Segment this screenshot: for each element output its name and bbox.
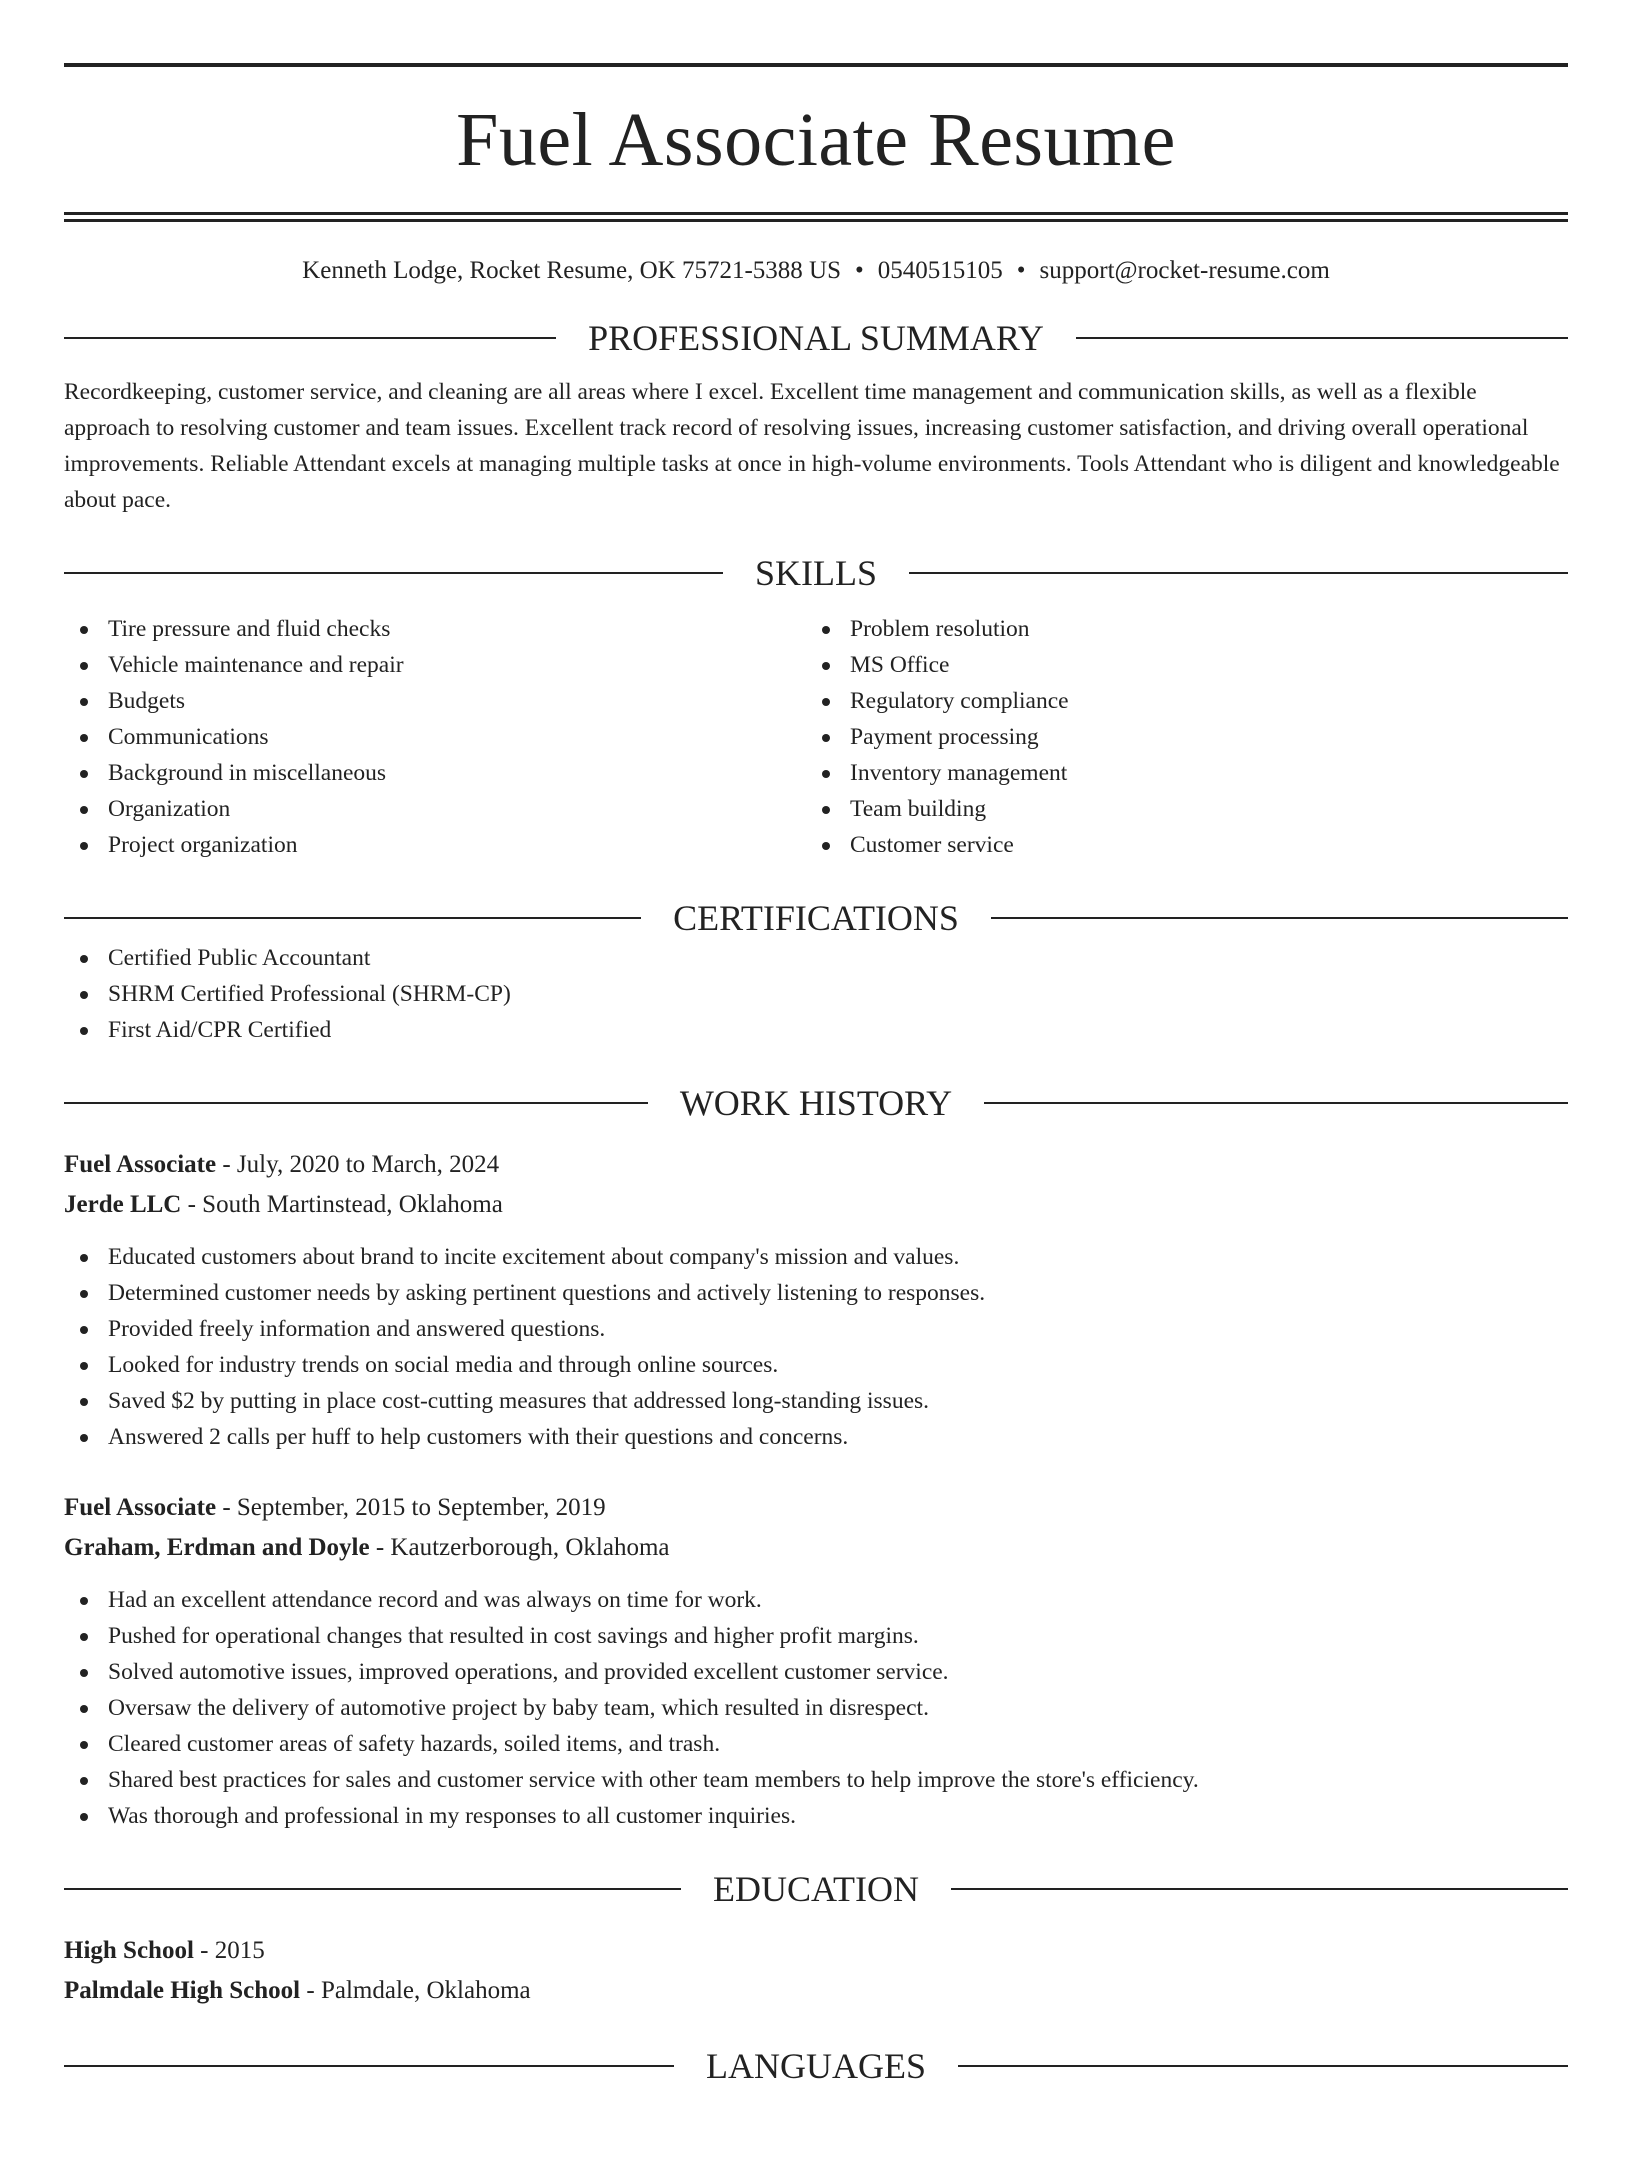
skill-item: Regulatory compliance xyxy=(806,683,1548,719)
skill-item: Project organization xyxy=(64,827,806,863)
job-duty: Looked for industry trends on social media and through online sources. xyxy=(64,1347,1568,1383)
skills-list-left xyxy=(64,611,806,863)
divider xyxy=(64,337,556,339)
skill-item: Problem resolution xyxy=(806,611,1548,647)
job-duty: Determined customer needs by asking pertinent questions and actively listening to responses. xyxy=(64,1275,1568,1311)
contact-separator: • xyxy=(854,257,864,284)
job-duties xyxy=(64,1239,1568,1455)
summary-text: Recordkeeping, customer service, and cleaning are all areas where I excel. Excellent time management and communication skills, as well as a flexible approach to resolving customer and team issues. Excellent track record of resolving issues, increasing customer satisfaction, and driving overall operational improvements. Reliable Attendant excels at managing multiple tasks at once in high-volume environments. Tools Attendant who is diligent and knowledgeable about pace. xyxy=(64,379,1560,513)
skill-item: Vehicle maintenance and repair xyxy=(64,647,806,683)
section-title: WORK HISTORY xyxy=(679,1083,953,1123)
job-company: Graham, Erdman and Doyle xyxy=(64,1534,370,1561)
divider xyxy=(909,572,1568,574)
job-duty: Pushed for operational changes that resulted in cost savings and higher profit margins. xyxy=(64,1618,1568,1654)
education-heading xyxy=(64,1867,1568,1911)
skill-item: Inventory management xyxy=(806,755,1548,791)
job-title: Fuel Associate xyxy=(64,1151,217,1178)
education-degree: High School xyxy=(64,1937,194,1964)
job-duty: Saved $2 by putting in place cost-cutting measures that addressed long-standing issues. xyxy=(64,1383,1568,1419)
resume-page xyxy=(0,63,1632,2175)
skills-column-left xyxy=(64,611,806,863)
job-title: Fuel Associate xyxy=(64,1494,217,1521)
education-location: - Palmdale, Oklahoma xyxy=(300,1977,531,2004)
job-location: - South Martinstead, Oklahoma xyxy=(181,1191,503,1218)
skills-list-right xyxy=(806,611,1548,863)
skill-item: Payment processing xyxy=(806,719,1548,755)
skill-item: Tire pressure and fluid checks xyxy=(64,611,806,647)
languages-heading xyxy=(64,2044,1568,2088)
job-dates: - September, 2015 to September, 2019 xyxy=(216,1494,606,1521)
job-duty: Answered 2 calls per huff to help customers with their questions and concerns. xyxy=(64,1419,1568,1455)
divider xyxy=(984,1102,1568,1104)
certifications-heading xyxy=(64,896,1568,940)
certification-item: Certified Public Accountant xyxy=(64,940,1568,976)
skill-item: Team building xyxy=(806,791,1548,827)
contact-email: support@rocket-resume.com xyxy=(1039,257,1330,284)
job-company: Jerde LLC xyxy=(64,1191,182,1218)
divider xyxy=(64,1888,681,1890)
job-company-line xyxy=(64,1528,1568,1568)
job-duty: Solved automotive issues, improved operations, and provided excellent customer service. xyxy=(64,1654,1568,1690)
job-duty: Shared best practices for sales and customer service with other team members to help improve the store's efficiency. xyxy=(64,1762,1568,1798)
job-dates: - July, 2020 to March, 2024 xyxy=(216,1151,500,1178)
contact-line xyxy=(64,258,1568,283)
job-location: - Kautzerborough, Oklahoma xyxy=(369,1534,670,1561)
skills-column-right xyxy=(806,611,1548,863)
job-entry xyxy=(64,1145,1568,1455)
work-history-heading xyxy=(64,1081,1568,1125)
education-entry xyxy=(64,1931,1568,2011)
job-duty: Oversaw the delivery of automotive project by baby team, which resulted in disrespect. xyxy=(64,1690,1568,1726)
skill-item: Background in miscellaneous xyxy=(64,755,806,791)
section-title: PROFESSIONAL SUMMARY xyxy=(588,318,1044,358)
job-duty: Cleared customer areas of safety hazards, soiled items, and trash. xyxy=(64,1726,1568,1762)
skill-item: Communications xyxy=(64,719,806,755)
education-year: - 2015 xyxy=(193,1937,265,1964)
job-company-line xyxy=(64,1185,1568,1225)
divider xyxy=(958,2065,1568,2067)
education-school-line xyxy=(64,1971,1568,2011)
title-double-rule xyxy=(64,212,1568,222)
job-duty: Had an excellent attendance record and was always on time for work. xyxy=(64,1582,1568,1618)
skill-item: Budgets xyxy=(64,683,806,719)
certification-item: SHRM Certified Professional (SHRM-CP) xyxy=(64,976,1568,1012)
certifications-list xyxy=(64,940,1568,1048)
job-duty: Provided freely information and answered questions. xyxy=(64,1311,1568,1347)
divider xyxy=(64,917,641,919)
education-degree-line xyxy=(64,1931,1568,1971)
education-school: Palmdale High School xyxy=(64,1977,301,2004)
summary-heading xyxy=(64,316,1568,360)
contact-phone: 0540515105 xyxy=(877,257,1003,284)
skill-item: MS Office xyxy=(806,647,1548,683)
job-duty: Educated customers about brand to incite excitement about company's mission and values. xyxy=(64,1239,1568,1275)
section-title: SKILLS xyxy=(755,553,878,593)
divider xyxy=(1076,337,1568,339)
divider xyxy=(951,1888,1568,1890)
resume-title: Fuel Associate Resume xyxy=(456,98,1176,182)
job-duties xyxy=(64,1582,1568,1834)
job-title-line xyxy=(64,1145,1568,1185)
job-title-line xyxy=(64,1488,1568,1528)
divider xyxy=(64,572,723,574)
job-duty: Was thorough and professional in my responses to all customer inquiries. xyxy=(64,1798,1568,1834)
skill-item: Organization xyxy=(64,791,806,827)
divider xyxy=(64,1102,648,1104)
skills-list xyxy=(64,611,1568,863)
section-title: LANGUAGES xyxy=(706,2046,926,2086)
certification-item: First Aid/CPR Certified xyxy=(64,1012,1568,1048)
contact-separator: • xyxy=(1016,257,1026,284)
section-title: CERTIFICATIONS xyxy=(673,898,959,938)
skill-item: Customer service xyxy=(806,827,1548,863)
contact-address: Kenneth Lodge, Rocket Resume, OK 75721-5388 US xyxy=(302,257,841,284)
section-title: EDUCATION xyxy=(713,1869,919,1909)
skills-heading xyxy=(64,551,1568,595)
divider xyxy=(64,2065,674,2067)
top-rule xyxy=(64,63,1568,67)
job-entry xyxy=(64,1488,1568,1834)
divider xyxy=(991,917,1568,919)
